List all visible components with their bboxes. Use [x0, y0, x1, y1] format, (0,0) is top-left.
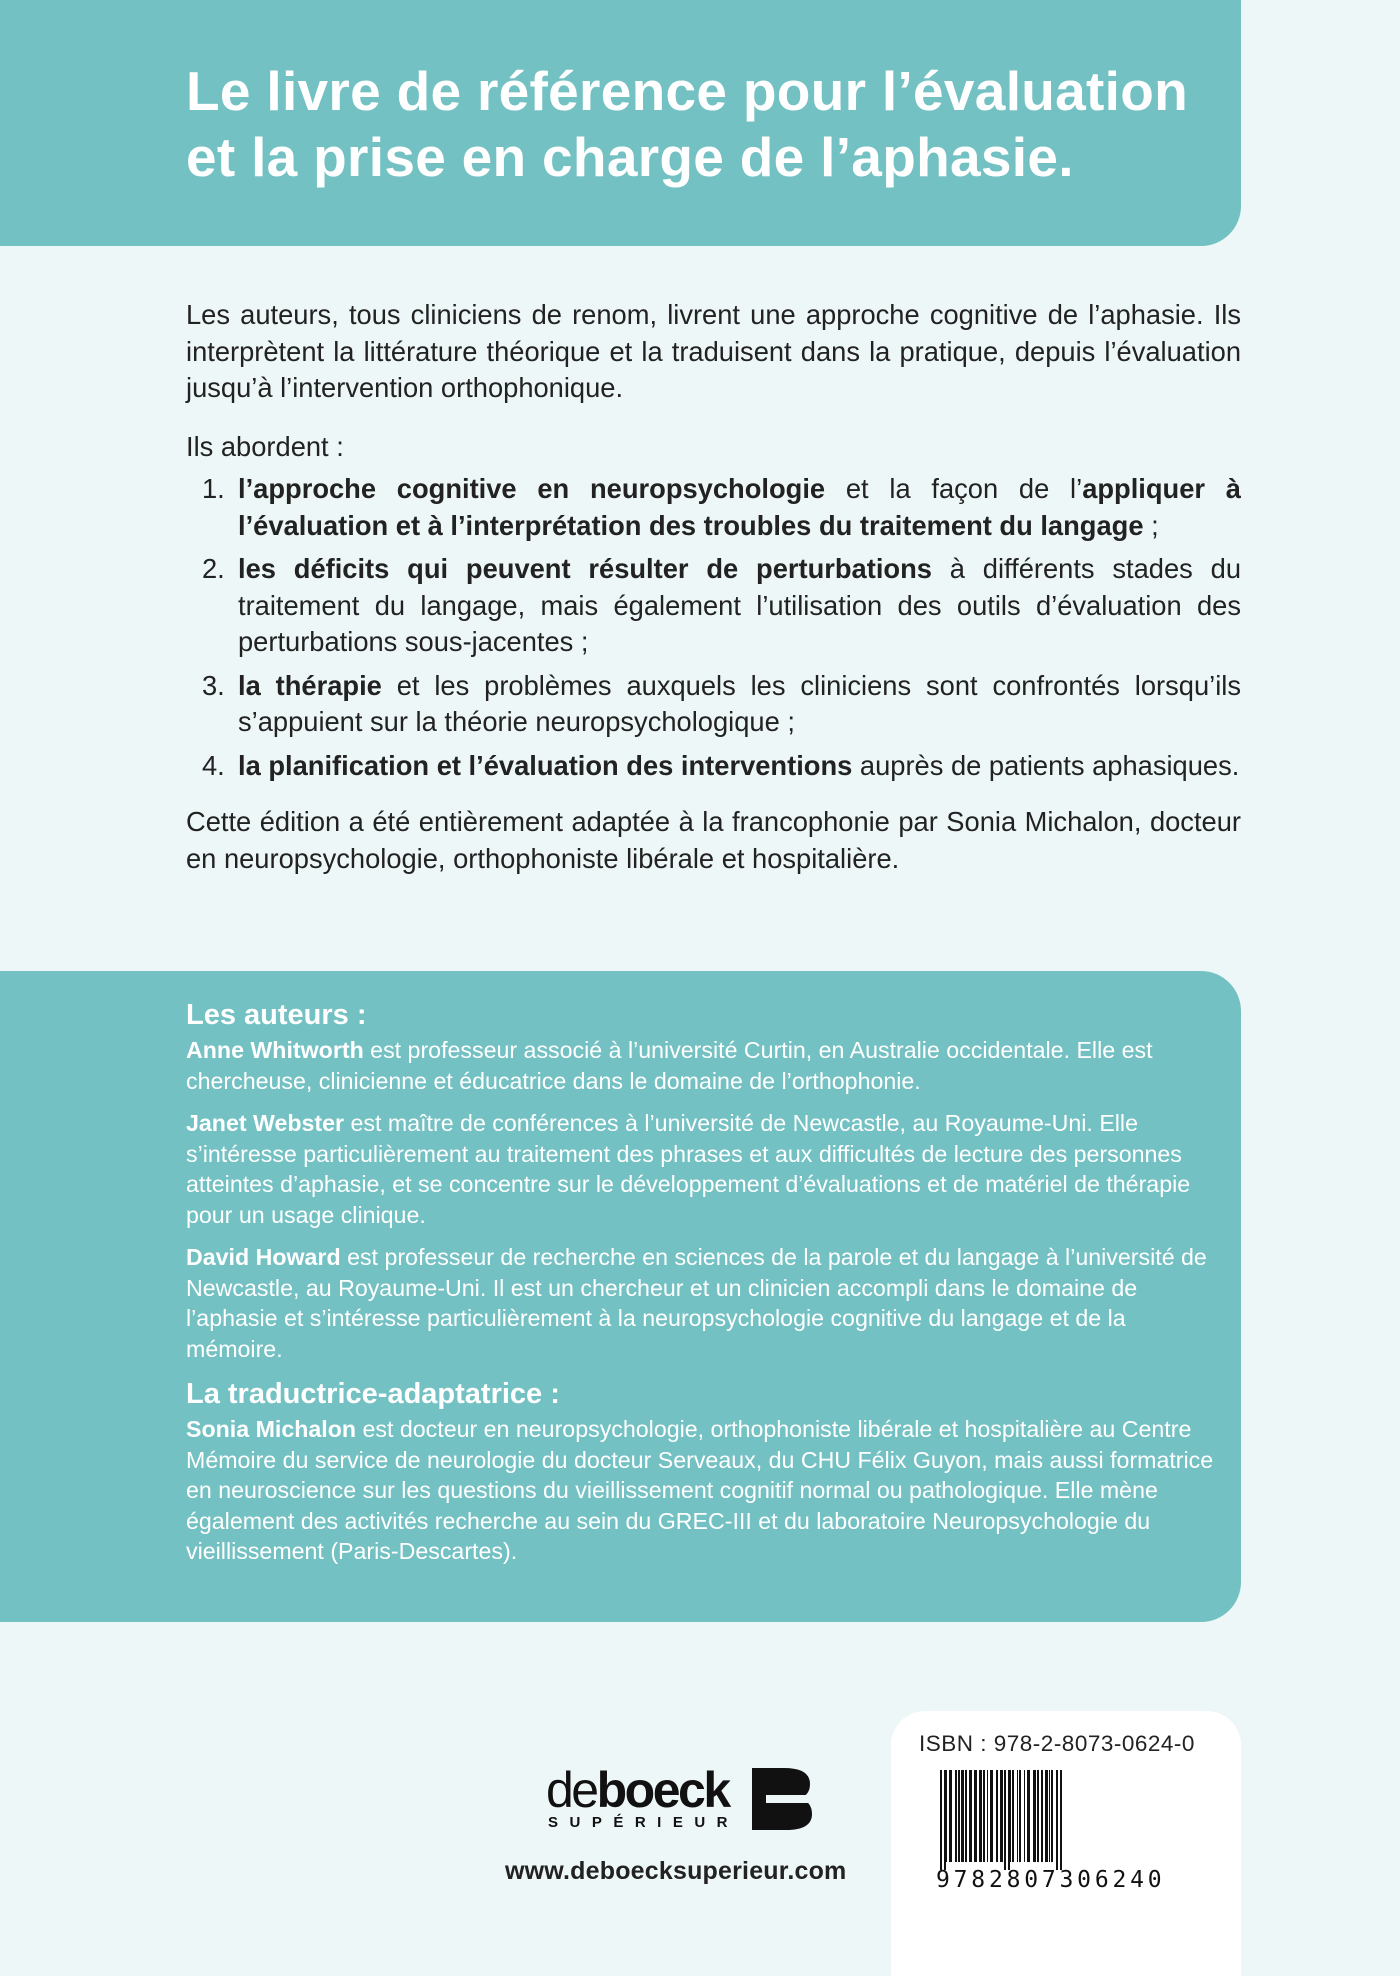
barcode-bar [955, 1770, 957, 1862]
headline-line-2: et la prise en charge de l’aphasie. [186, 126, 1074, 188]
topic-item [202, 668, 1241, 741]
barcode-bar [961, 1770, 964, 1862]
author-bio-text: est professeur de recherche en sciences de la parole et du langage à l’université de Newcastle, au Royaume-Uni. Il est un chercheur et un clinicien accompli dans le domaine de l’aphasie et s’intéresse particulièrement à la neuropsychologie cognitive du langage et de la mémoire. [186, 1244, 1207, 1362]
translator-bio [186, 1414, 1226, 1567]
topic-number: 1. [202, 473, 225, 504]
topic-text: et la façon de l’ [825, 473, 1083, 504]
topic-number: 3. [202, 669, 225, 701]
barcode-bar [1024, 1770, 1025, 1862]
logo-wordmark [546, 1760, 729, 1820]
barcode-bar [1045, 1770, 1048, 1862]
translator-bio-text: est docteur en neuropsychologie, orthophoniste libérale et hospitalière au Centre Mémoire du service de neurologie du docteur Serveaux, du CHU Félix Guyon, mais aussi formatrice en neuroscience sur les questions du vieillissement cognitif normal ou pathologique. Elle mène également des activités recherche au sein du GREC-III et du laboratoire Neuropsychologie du vieillissement (Paris-Descartes). [186, 1416, 1214, 1564]
barcode-digits: 9782807306240 [936, 1867, 1166, 1893]
topic-item [202, 471, 1241, 544]
topic-item [202, 551, 1241, 661]
publisher-website: www.deboecksuperieur.com [505, 1857, 847, 1885]
logo-main: boeck [596, 1762, 729, 1818]
barcode-bar [1017, 1770, 1018, 1862]
barcode-bar [1060, 1770, 1062, 1870]
summary-paragraph: Les auteurs, tous cliniciens de renom, livrent une approche cognitive de l’aphasie. Ils interprètent la littérature théorique et la traduisent dans la pratique, depuis l’évaluation jusqu’à l’intervention orthophonique. [186, 299, 1241, 403]
barcode-bar [1027, 1770, 1030, 1862]
barcode-bar [974, 1770, 977, 1862]
barcode-bar [1004, 1770, 1006, 1870]
barcode-bar [944, 1770, 946, 1870]
topics-list [186, 471, 1241, 784]
barcode-bar [1010, 1770, 1011, 1862]
topic-bold: appliquer à l’évaluation et à l’interprétation des troubles du traitement du langage [238, 473, 1241, 541]
topic-item [202, 748, 1241, 785]
topic-bold: l’approche cognitive en neuropsychologie [238, 473, 826, 504]
topic-text: ; [1143, 509, 1159, 541]
publisher-b-mark-icon [752, 1768, 812, 1830]
barcode-bar [965, 1770, 967, 1862]
barcode-bar [1033, 1770, 1036, 1862]
author-bio [186, 1242, 1226, 1364]
barcode-bar [1037, 1770, 1039, 1862]
barcode-bar [987, 1770, 988, 1862]
author-name: Anne Whitworth [186, 1037, 364, 1063]
barcode-icon [936, 1770, 1176, 1870]
barcode-bar [996, 1770, 998, 1862]
translator-heading: La traductrice-adaptatrice : [186, 1378, 560, 1410]
logo-prefix: de [546, 1762, 597, 1818]
topic-number: 2. [202, 553, 225, 584]
barcode-bar [1000, 1770, 1003, 1862]
barcode-bar [979, 1770, 982, 1862]
translator-name: Sonia Michalon [186, 1416, 357, 1442]
author-bio [186, 1108, 1226, 1230]
barcode-bar [1056, 1770, 1058, 1870]
barcode-bar [949, 1770, 952, 1862]
adaptation-note: Cette édition a été entièrement adaptée à la francophonie par Sonia Michalon, docteur en neuropsychologie, orthophoniste libérale et hospitalière. [186, 806, 1241, 874]
cover-headline [186, 58, 1226, 190]
barcode-bar [1019, 1770, 1021, 1862]
author-name: Janet Webster [186, 1110, 345, 1136]
barcode-bar [1012, 1770, 1014, 1862]
author-bio [186, 1035, 1226, 1096]
publisher-logo [546, 1762, 816, 1836]
barcode-bar [990, 1770, 993, 1862]
topic-bold: la thérapie [238, 669, 382, 701]
barcode-bar [958, 1770, 960, 1862]
logo-subtitle: SUPÉRIEUR [548, 1814, 740, 1831]
barcode-bar [1051, 1770, 1053, 1862]
barcode-bar [983, 1770, 985, 1862]
barcode-bar [1041, 1770, 1043, 1862]
topic-bold: la planification et l’évaluation des interventions [238, 749, 853, 781]
author-name: David Howard [186, 1244, 341, 1270]
authors-section [186, 997, 1226, 1579]
barcode-bar [1049, 1770, 1050, 1862]
author-bio-text: est maître de conférences à l’université de Newcastle, au Royaume-Uni. Elle s’intéresse particulièrement au traitement des phrases et aux difficultés de lecture des personnes atteintes d’aphasie, et se concentre sur le développement d’évaluations et de matériel de thérapie pour un usage clinique. [186, 1110, 1191, 1228]
topic-text: auprès de patients aphasiques. [852, 749, 1240, 781]
topic-text: et les problèmes auxquels les cliniciens sont confrontés lorsqu’ils s’appuient sur la théorie neuropsychologique ; [238, 669, 1241, 737]
topic-bold: les déficits qui peuvent résulter de perturbations [238, 553, 932, 584]
isbn-label: ISBN : 978-2-8073-0624-0 [919, 1731, 1195, 1756]
topic-number: 4. [202, 749, 225, 781]
topic-text: à différents stades du traitement du langage, mais également l’utilisation des outils d’évaluation des perturbations sous-jacentes ; [238, 553, 1241, 657]
barcode-bar [1008, 1770, 1010, 1870]
headline-line-1: Le livre de référence pour l’évaluation [186, 60, 1189, 122]
authors-heading: Les auteurs : [186, 999, 367, 1031]
barcode-bar [969, 1770, 972, 1862]
barcode-bar [946, 1770, 947, 1862]
author-bio-text: est professeur associé à l’université Curtin, en Australie occidentale. Elle est chercheuse, clinicienne et éducatrice dans le domaine de l’orthophonie. [186, 1037, 1153, 1094]
book-summary [186, 297, 1241, 877]
barcode-bar [940, 1770, 942, 1870]
topics-lead: Ils abordent : [186, 430, 344, 462]
